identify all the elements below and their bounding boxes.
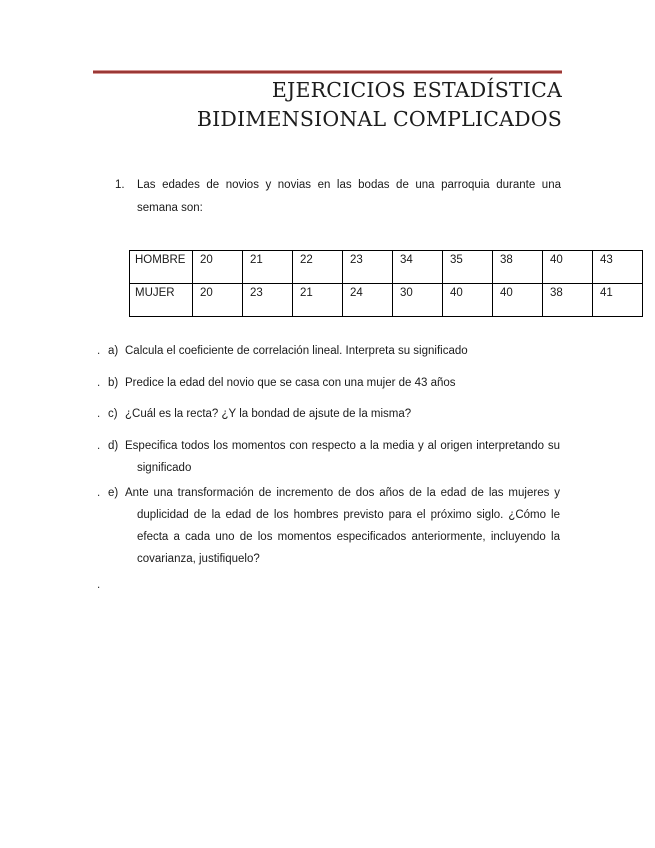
table-cell: 34 — [393, 251, 443, 284]
question-b — [97, 372, 560, 394]
table-cell: 40 — [543, 251, 593, 284]
question-d-marker: d) — [108, 440, 119, 452]
table-row-mujer — [130, 284, 643, 317]
question-a — [97, 340, 560, 362]
question-b-marker: b) — [108, 377, 119, 389]
title-rule — [93, 70, 562, 74]
table-cell: 30 — [393, 284, 443, 317]
table-cell: 38 — [543, 284, 593, 317]
question-c-marker: c) — [108, 408, 118, 420]
ages-table — [129, 250, 643, 317]
exercise-1-paragraph — [115, 174, 561, 219]
list-period: . — [97, 440, 101, 452]
question-c-text: ¿Cuál es la recta? ¿Y la bondad de ajsute de la misma? — [125, 408, 412, 420]
table-cell: 20 — [193, 251, 243, 284]
table-cell: 35 — [443, 251, 493, 284]
list-period: . — [97, 408, 101, 420]
trailing-period-line — [97, 574, 560, 596]
question-a-text: Calcula el coeficiente de correlación lineal. Interpreta su significado — [125, 345, 468, 357]
question-d-text: Especifica todos los momentos con respecto a la media y al origen interpretando su significado — [125, 440, 560, 474]
document-title — [93, 76, 562, 134]
list-period: . — [97, 579, 101, 591]
document-title-line-1: EJERCICIOS ESTADÍSTICA — [271, 78, 562, 102]
table-cell: 40 — [493, 284, 543, 317]
table-cell: 21 — [243, 251, 293, 284]
list-period: . — [97, 377, 101, 389]
question-d — [97, 435, 560, 479]
question-b-text: Predice la edad del novio que se casa con una mujer de 43 años — [125, 377, 456, 389]
table-cell: 23 — [243, 284, 293, 317]
question-e-text: Ante una transformación de incremento de dos años de la edad de las mujeres y duplicidad de la edad de los hombres previsto para el próximo siglo. ¿Cómo le efecta a cada uno de los momentos especificados anteriormente, incluyendo la covarianza, justifiquelo? — [125, 487, 560, 565]
exercise-1-number: 1. — [115, 179, 125, 191]
list-period: . — [97, 487, 101, 499]
table-cell: 40 — [443, 284, 493, 317]
exercise-1-intro-text: Las edades de novios y novias en las bodas de una parroquia durante una semana son: — [137, 179, 561, 214]
table-cell: 38 — [493, 251, 543, 284]
document-title-line-2: BIDIMENSIONAL COMPLICADOS — [196, 107, 562, 131]
table-cell: 22 — [293, 251, 343, 284]
table-cell: 23 — [343, 251, 393, 284]
question-a-marker: a) — [108, 345, 119, 357]
question-e — [97, 482, 560, 570]
question-e-marker: e) — [108, 487, 119, 499]
question-c — [97, 403, 560, 425]
table-cell: 24 — [343, 284, 393, 317]
list-period: . — [97, 345, 101, 357]
table-cell: 41 — [593, 284, 643, 317]
table-row-hombre — [130, 251, 643, 284]
table-cell: 43 — [593, 251, 643, 284]
row-label-mujer: MUJER — [130, 284, 193, 317]
table-cell: 21 — [293, 284, 343, 317]
row-label-hombre: HOMBRE — [130, 251, 193, 284]
table-cell: 20 — [193, 284, 243, 317]
